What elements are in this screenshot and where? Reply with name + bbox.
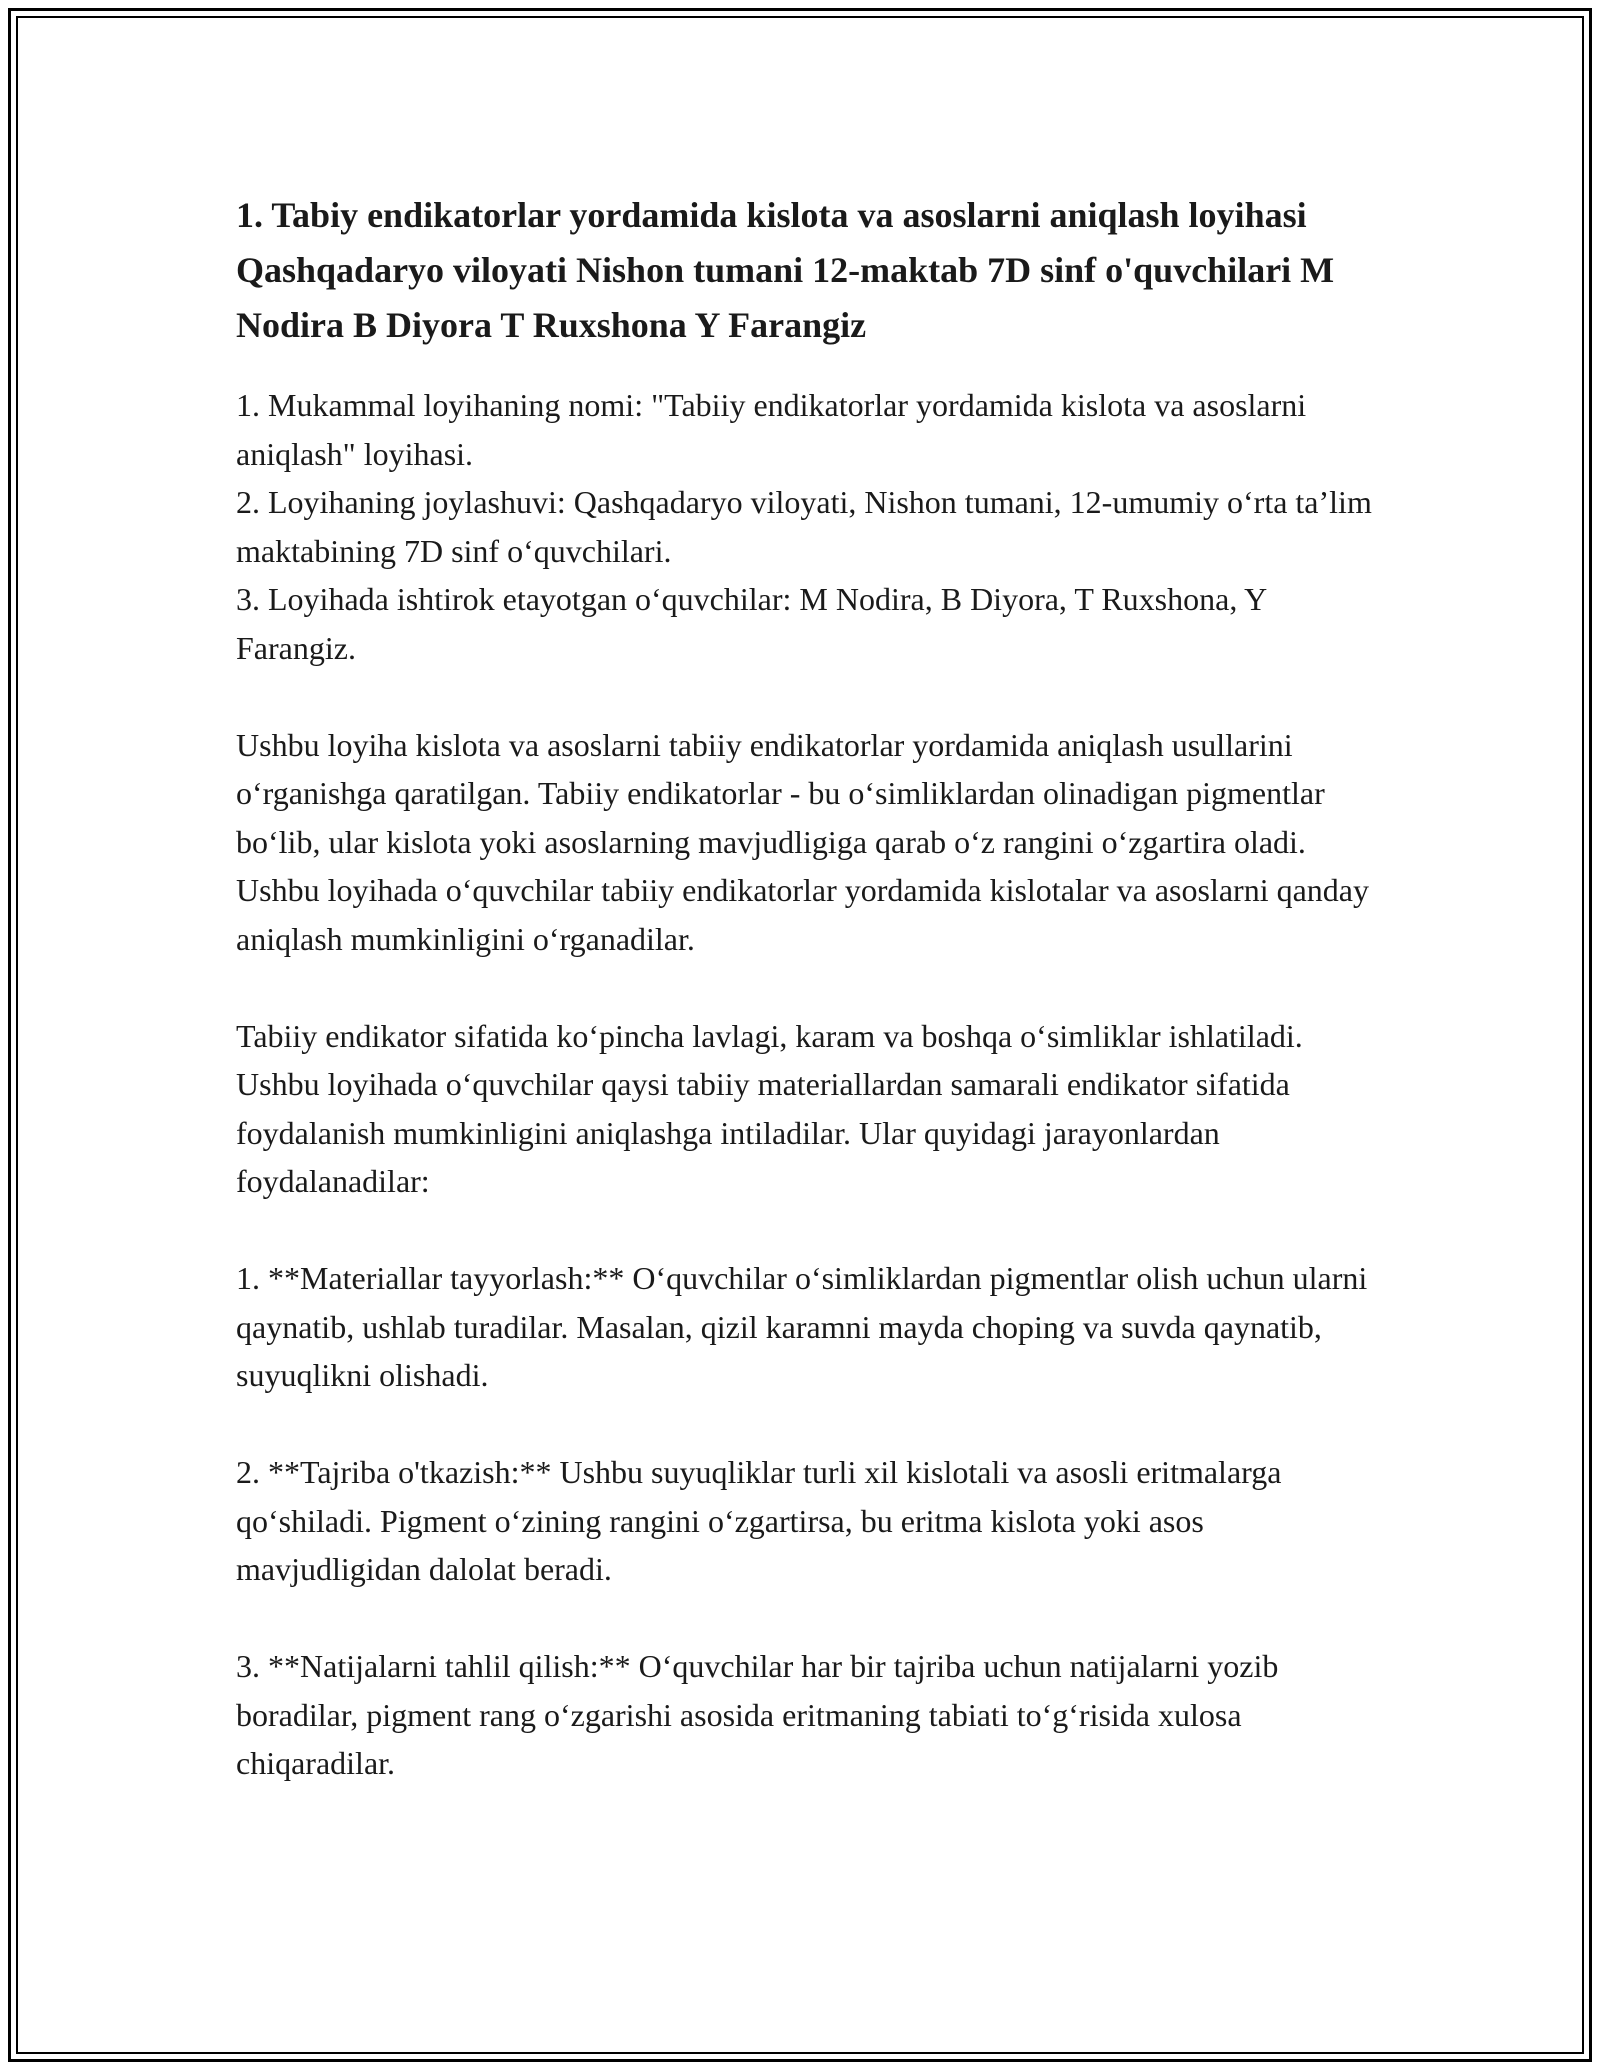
project-info-location: 2. Loyihaning joylashuvi: Qashqadaryo viloyati, Nishon tumani, 12-umumiy o‘rta ta’lim maktabining 7D sinf o‘quvchilari. (236, 484, 1372, 569)
paragraph-indicators: Tabiiy endikator sifatida ko‘pincha lavlagi, karam va boshqa o‘simliklar ishlatiladi. Ushbu loyihada o‘quvchilar qaysi tabiiy materiallardan samarali endikator sifatida foydalanish mumkinligini aniqlashga intiladilar. Ular quyidagi jarayonlardan foydalanadilar: (236, 1017, 1303, 1199)
list-item-experiment: 2. **Tajriba o'tkazish:** Ushbu suyuqliklar turli xil kislotali va asosli eritmalarga qo‘shiladi. Pigment o‘zining rangini o‘zgartirsa, bu eritma kislota yoki asos mavjudligidan dalolat beradi. (236, 1454, 1282, 1587)
document-title: 1. Tabiy endikatorlar yordamida kislota va asoslarni aniqlash loyihasi Qashqadaryo viloyati Nishon tumani 12-maktab 7D sinf o'quvchilari M Nodira B Diyora T Ruxshona Y Farangiz (236, 195, 1335, 345)
list-item-materials: 1. **Materiallar tayyorlash:** O‘quvchilar o‘simliklardan pigmentlar olish uchun ularni qaynatib, ushlab turadilar. Masalan, qizil karamni mayda choping va suvda qaynatib, suyuqlikni olishadi. (236, 1260, 1368, 1393)
project-info-participants: 3. Loyihada ishtirok etayotgan o‘quvchilar: M Nodira, B Diyora, T Ruxshona, Y Farangiz. (236, 581, 1267, 666)
project-info-name: 1. Mukammal loyihaning nomi: "Tabiiy endikatorlar yordamida kislota va asoslarni aniqlash" loyihasi. (236, 387, 1307, 472)
project-info-block (236, 381, 1376, 672)
document-page (236, 188, 1376, 1788)
list-item-analysis: 3. **Natijalarni tahlil qilish:** O‘quvchilar har bir tajriba uchun natijalarni yozib boradilar, pigment rang o‘zgarishi asosida eritmaning tabiati to‘g‘risida xulosa chiqaradilar. (236, 1648, 1279, 1781)
paragraph-intro: Ushbu loyiha kislota va asoslarni tabiiy endikatorlar yordamida aniqlash usullarini o‘rganishga qaratilgan. Tabiiy endikatorlar - bu o‘simliklardan olinadigan pigmentlar bo‘lib, ular kislota yoki asoslarning mavjudligiga qarab o‘z rangini o‘zgartira oladi. Ushbu loyihada o‘quvchilar tabiiy endikatorlar yordamida kislotalar va asoslarni qanday aniqlash mumkinligini o‘rganadilar. (236, 726, 1369, 957)
